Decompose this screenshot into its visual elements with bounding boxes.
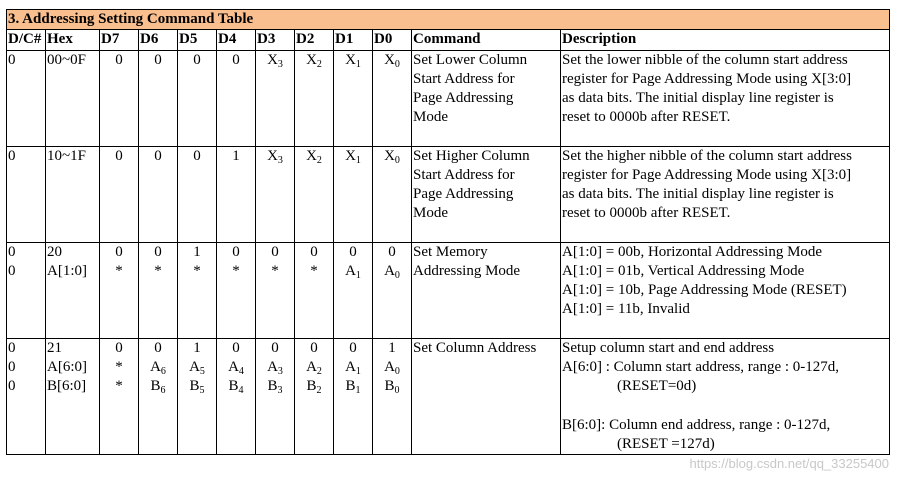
text-line: Setup column start and end address — [562, 339, 775, 356]
text-line: * — [115, 358, 123, 375]
bit-cell-d3 — [256, 50, 295, 146]
bit-cell-d0 — [373, 146, 412, 242]
bit-cell-d5 — [178, 242, 217, 338]
text-line: 0 — [8, 243, 16, 260]
bit-cell-d2 — [295, 146, 334, 242]
table-row — [7, 242, 890, 338]
text-line: * — [232, 262, 240, 279]
description-cell — [561, 338, 890, 455]
text-line: 0 — [8, 51, 16, 68]
bit-cell-d6 — [139, 242, 178, 338]
column-header: D/C# — [7, 30, 46, 50]
text-line: B[6:0]: Column end address, range : 0-127d, — [562, 416, 831, 433]
text-line: A[1:0] = 10b, Page Addressing Mode (RESET) — [562, 282, 847, 299]
text-line: * — [154, 262, 162, 279]
bit-cell-d2 — [295, 338, 334, 455]
bit-cell-d7 — [100, 338, 139, 455]
text-line: Set Memory — [413, 243, 488, 260]
text-line: 0 — [310, 243, 318, 260]
bit-cell-d4 — [217, 50, 256, 146]
bit-cell-d2 — [295, 50, 334, 146]
text-line: 0 — [193, 51, 201, 68]
bit-cell-d4 — [217, 146, 256, 242]
text-line: reset to 0000b after RESET. — [562, 109, 731, 126]
bit-cell-d6 — [139, 50, 178, 146]
column-header: D2 — [295, 30, 334, 50]
text-line: A[6:0] — [47, 358, 87, 375]
text-line: B[6:0] — [47, 378, 87, 395]
dc-cell — [7, 338, 46, 455]
text-line: 0 — [154, 51, 162, 68]
text-line: 1 — [232, 147, 240, 164]
text-line: 1 — [193, 339, 201, 356]
description-cell — [561, 242, 890, 338]
table-title: 3. Addressing Setting Command Table — [7, 10, 890, 30]
command-cell — [412, 242, 561, 338]
table-title-row — [7, 10, 890, 30]
hex-cell — [46, 242, 100, 338]
text-line: * — [115, 262, 123, 279]
text-line: (RESET =127d) — [617, 436, 715, 453]
bit-cell-d5 — [178, 338, 217, 455]
command-cell — [412, 146, 561, 242]
text-line: 0 — [232, 51, 240, 68]
text-line: Set the lower nibble of the column start address — [562, 51, 848, 68]
bit-value: $B_6$ — [150, 378, 166, 397]
bit-value: $A_3$ — [267, 358, 283, 377]
table-header-row — [7, 30, 890, 50]
bit-value: $A_2$ — [306, 358, 322, 377]
text-line: Addressing Mode — [413, 262, 521, 279]
bit-value: $B_4$ — [228, 378, 244, 397]
bit-value: $X_0$ — [384, 147, 400, 166]
text-line: 0 — [115, 339, 123, 356]
hex-cell — [46, 50, 100, 146]
bit-cell-d6 — [139, 338, 178, 455]
text-line: Set Column Address — [413, 339, 537, 356]
text-line: 0 — [271, 339, 279, 356]
bit-value: $X_0$ — [384, 51, 400, 70]
column-header: D4 — [217, 30, 256, 50]
description-cell — [561, 146, 890, 242]
bit-value: $A_1$ — [345, 358, 361, 377]
text-line: A[6:0] : Column start address, range : 0-127d, — [562, 358, 840, 375]
text-line: A[1:0] = 01b, Vertical Addressing Mode — [562, 262, 805, 279]
bit-cell-d4 — [217, 242, 256, 338]
column-header: Description — [561, 30, 890, 50]
text-line: * — [271, 262, 279, 279]
text-line: * — [115, 378, 123, 395]
bit-cell-d5 — [178, 50, 217, 146]
text-line: 0 — [8, 358, 16, 375]
column-header: D1 — [334, 30, 373, 50]
dc-cell — [7, 50, 46, 146]
text-line: 0 — [193, 147, 201, 164]
column-header: Hex — [46, 30, 100, 50]
text-line: (RESET=0d) — [617, 378, 697, 395]
text-line: as data bits. The initial display line register is — [562, 90, 834, 107]
text-line: 10~1F — [47, 147, 86, 164]
text-line: Start Address for — [413, 70, 515, 87]
text-line: A[1:0] = 00b, Horizontal Addressing Mode — [562, 243, 823, 260]
text-line: 0 — [8, 262, 16, 279]
bit-value: $X_1$ — [345, 147, 361, 166]
bit-value: $X_1$ — [345, 51, 361, 70]
bit-cell-d1 — [334, 50, 373, 146]
text-line: register for Page Addressing Mode using X[3:0] — [562, 166, 852, 183]
text-line: 0 — [271, 243, 279, 260]
text-line: as data bits. The initial display line register is — [562, 186, 834, 203]
text-line: 0 — [154, 243, 162, 260]
bit-value: $A_5$ — [189, 358, 205, 377]
column-header: D0 — [373, 30, 412, 50]
bit-cell-d3 — [256, 146, 295, 242]
bit-value: $B_3$ — [267, 378, 283, 397]
text-line: Mode — [413, 109, 448, 126]
text-line: Set Higher Column — [413, 147, 530, 164]
watermark: https://blog.csdn.net/qq_33255400 — [689, 456, 889, 471]
text-line: 0 — [8, 378, 16, 395]
column-header: D5 — [178, 30, 217, 50]
bit-value: $X_3$ — [267, 51, 283, 70]
bit-value: $A_1$ — [345, 262, 361, 281]
table-row — [7, 146, 890, 242]
text-line: 0 — [232, 243, 240, 260]
bit-value: $X_2$ — [306, 51, 322, 70]
text-line: A[1:0] — [47, 262, 87, 279]
bit-value: $X_3$ — [267, 147, 283, 166]
text-line: 1 — [193, 243, 201, 260]
bit-cell-d0 — [373, 50, 412, 146]
command-cell — [412, 338, 561, 455]
bit-cell-d7 — [100, 146, 139, 242]
bit-cell-d3 — [256, 338, 295, 455]
table-row — [7, 338, 890, 455]
text-line: 0 — [154, 147, 162, 164]
text-line: 21 — [47, 339, 62, 356]
description-cell — [561, 50, 890, 146]
text-line: 0 — [115, 51, 123, 68]
text-line: 0 — [115, 147, 123, 164]
column-header: D7 — [100, 30, 139, 50]
text-line: Page Addressing — [413, 186, 514, 203]
command-cell — [412, 50, 561, 146]
text-line: Set the higher nibble of the column start address — [562, 147, 852, 164]
bit-cell-d0 — [373, 338, 412, 455]
bit-value: $B_1$ — [345, 378, 361, 397]
text-line: 0 — [154, 339, 162, 356]
text-line: 0 — [310, 339, 318, 356]
bit-value: $A_4$ — [228, 358, 244, 377]
bit-value: $A_6$ — [150, 358, 166, 377]
bit-cell-d1 — [334, 242, 373, 338]
text-line: 0 — [349, 243, 357, 260]
hex-cell — [46, 146, 100, 242]
text-line: 0 — [8, 339, 16, 356]
text-line: 0 — [388, 243, 396, 260]
text-line: 0 — [8, 147, 16, 164]
hex-cell — [46, 338, 100, 455]
bit-cell-d7 — [100, 50, 139, 146]
dc-cell — [7, 242, 46, 338]
text-line: Mode — [413, 205, 448, 222]
text-line: 0 — [232, 339, 240, 356]
column-header: Command — [412, 30, 561, 50]
bit-value: $B_2$ — [306, 378, 322, 397]
text-line: reset to 0000b after RESET. — [562, 205, 731, 222]
text-line: 0 — [349, 339, 357, 356]
text-line: * — [310, 262, 318, 279]
text-line: 20 — [47, 243, 62, 260]
text-line: Set Lower Column — [413, 51, 528, 68]
text-line: register for Page Addressing Mode using X[3:0] — [562, 70, 852, 87]
bit-cell-d7 — [100, 242, 139, 338]
bit-cell-d5 — [178, 146, 217, 242]
bit-cell-d4 — [217, 338, 256, 455]
dc-cell — [7, 146, 46, 242]
bit-value: $A_0$ — [384, 358, 400, 377]
bit-cell-d2 — [295, 242, 334, 338]
text-line: A[1:0] = 11b, Invalid — [562, 301, 690, 318]
bit-cell-d0 — [373, 242, 412, 338]
text-line: 0 — [115, 243, 123, 260]
text-line: 1 — [388, 339, 396, 356]
text-line: Page Addressing — [413, 90, 514, 107]
bit-cell-d1 — [334, 146, 373, 242]
table-row — [7, 50, 890, 146]
bit-value: $B_0$ — [384, 378, 400, 397]
text-line: 00~0F — [47, 51, 86, 68]
bit-cell-d3 — [256, 242, 295, 338]
column-header: D3 — [256, 30, 295, 50]
bit-value: $X_2$ — [306, 147, 322, 166]
bit-value: $A_0$ — [384, 262, 400, 281]
column-header: D6 — [139, 30, 178, 50]
bit-cell-d6 — [139, 146, 178, 242]
text-line: Start Address for — [413, 166, 515, 183]
addressing-command-table — [6, 9, 890, 455]
bit-value: $B_5$ — [189, 378, 205, 397]
text-line: * — [193, 262, 201, 279]
bit-cell-d1 — [334, 338, 373, 455]
